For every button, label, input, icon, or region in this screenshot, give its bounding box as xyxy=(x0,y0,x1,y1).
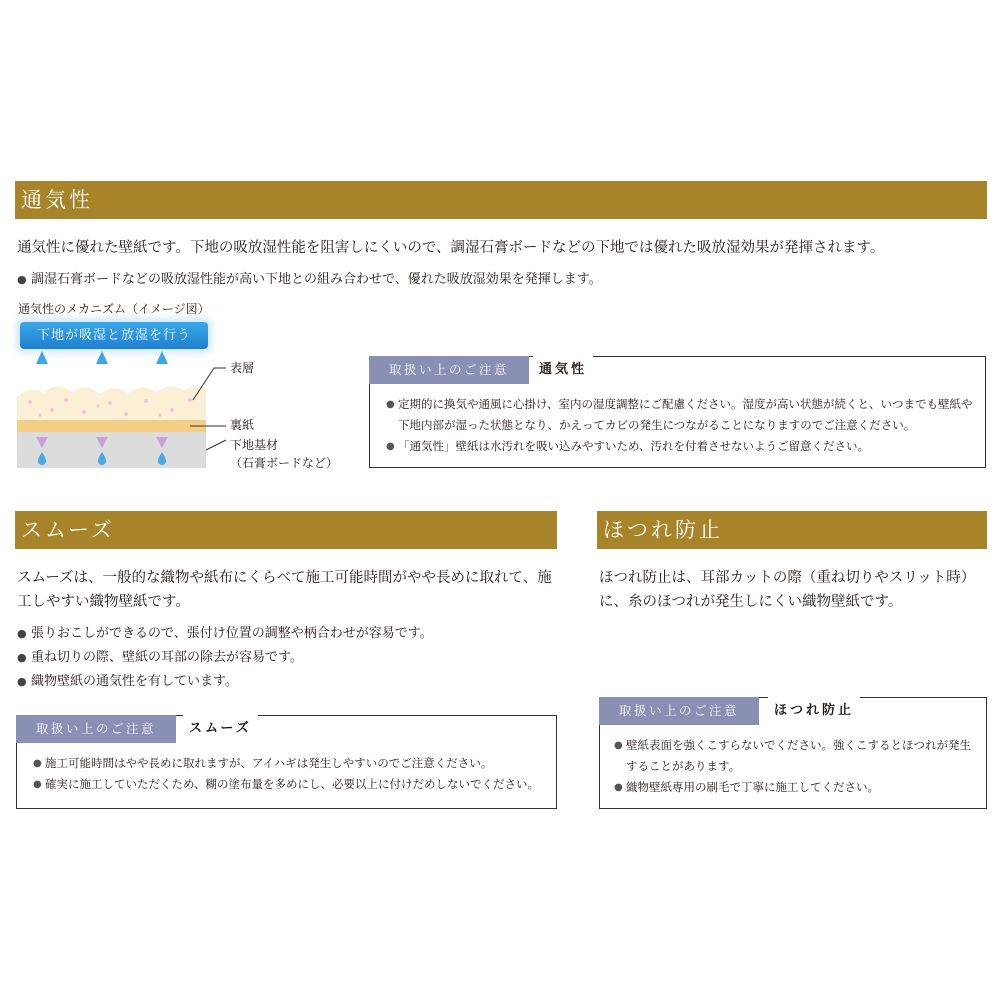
section-title-fray: ほつれ防止 xyxy=(597,511,987,549)
fray-lead: ほつれ防止は、耳部カットの際（重ね切りやスリット時）に、糸のほつれが発生しにくい織物壁紙です。 xyxy=(599,570,976,610)
list-item: ● 壁紙表面を強くこすらないでください。強くこするとほつれが発生することがあります。 xyxy=(614,735,976,777)
backing-layer xyxy=(17,420,206,432)
smooth-bullets xyxy=(17,622,557,694)
caution-list xyxy=(614,735,976,798)
mechanism-caption: 通気性のメカニズム（イメージ図） xyxy=(18,302,210,316)
layer-label-surface: 表層 xyxy=(230,361,255,375)
list-item: ● 調湿石膏ボードなどの吸放湿性能が高い下地との組み合わせで、優れた吸放湿効果を発揮します。 xyxy=(17,268,977,292)
list-item: ● 定期的に換気や通風に心掛け、室内の湿度調整にご配慮ください。湿度が高い状態が続くと、いつまでも壁紙や下地内部が湿った状態となり、かえってカビの発生につながることになりますのでご注意ください。 xyxy=(386,394,974,436)
caution-tab: 取扱い上のご注意 xyxy=(369,356,529,384)
list-item: ● 確実に施工していただくため、糊の塗布量を多めにし、必要以上に付けだめしないでください。 xyxy=(33,774,548,795)
list-item: ● 織物壁紙専用の刷毛で丁寧に施工してください。 xyxy=(614,777,976,798)
layer-label-backing: 裏紙 xyxy=(230,418,255,432)
list-item: ● 施工可能時間はやや長めに取れますが、アイハギは発生しやすいのでご注意ください。 xyxy=(33,753,548,774)
caution-list xyxy=(386,394,974,457)
list-item: ● 「通気性」壁紙は水汚れを吸い込みやすいため、汚れを付着させないようご留意ください。 xyxy=(386,436,974,457)
caution-tab: 取扱い上のご注意 xyxy=(599,697,759,725)
breathability-lead: 通気性に優れた壁紙です。下地の吸放湿性能を阻害しにくいので、調湿石膏ボードなどの下地では優れた吸放湿効果が発揮されます。 xyxy=(17,240,885,256)
mechanism-callout: 下地が吸湿と放湿を行う xyxy=(20,322,208,349)
breathability-bullets xyxy=(17,268,977,292)
list-item: ● 重ね切りの際、壁紙の耳部の除去が容易です。 xyxy=(17,646,557,670)
caution-box-breathability xyxy=(369,356,986,468)
caution-tab: 取扱い上のご注意 xyxy=(16,715,176,743)
section-title-breathability: 通気性 xyxy=(15,181,987,219)
caution-topic: ほつれ防止 xyxy=(768,697,860,725)
layer-label-base: 下地基材 xyxy=(230,438,279,452)
smooth-lead: スムーズは、一般的な織物や紙布にくらべて施工可能時間がやや長めに取れて、施工しやすい織物壁紙です。 xyxy=(17,570,552,610)
list-item: ● 張りおこしができるので、張付け位置の調整や柄合わせが容易です。 xyxy=(17,622,557,646)
layer-label-base-note: （石膏ボードなど） xyxy=(230,456,339,470)
caution-box-smooth xyxy=(16,715,557,809)
caution-topic: スムーズ xyxy=(183,715,258,743)
caution-list xyxy=(33,753,548,795)
caution-box-fray xyxy=(599,697,987,809)
caution-topic: 通気性 xyxy=(533,356,593,384)
section-title-smooth: スムーズ xyxy=(15,511,557,549)
list-item: ● 織物壁紙の通気性を有しています。 xyxy=(17,670,557,694)
